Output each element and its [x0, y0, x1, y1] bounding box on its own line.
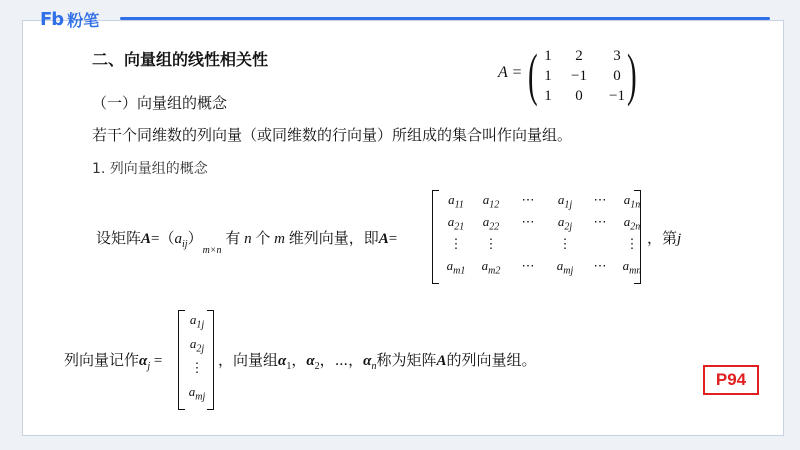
big-matrix-entry: $a_{m2}$ [481, 258, 501, 277]
text-prefix: 设矩阵 [96, 231, 142, 247]
symbol-alphan-sub: n [371, 361, 377, 372]
big-matrix-entry: $a_{2n}$ [623, 214, 641, 233]
big-matrix-entry: ⋯ [593, 214, 607, 229]
text-tail2: 的列向量组。 [446, 353, 537, 369]
symbol-alpha2: α [306, 353, 315, 369]
text-close: ） [187, 231, 203, 247]
symbol-n: n [244, 231, 252, 247]
matrix-a-entry: −1 [571, 68, 587, 84]
matrix-a-entry: 0 [575, 88, 583, 104]
big-matrix-grid [440, 192, 648, 280]
symbol-alpha1-sub: 1 [286, 361, 292, 372]
brand-mark: Fb [40, 9, 64, 30]
definition-text: 若干个同维数的列向量（或同维数的行向量）所组成的集合叫作向量组。 [92, 126, 573, 144]
text-vector-prefix: 列向量记作 [64, 353, 140, 369]
big-matrix-entry: $a_{m1}$ [446, 258, 466, 277]
column-vector-grid [184, 312, 210, 408]
symbol-alpha: α [139, 353, 148, 369]
big-matrix-entry: $a_{11}$ [448, 192, 464, 211]
text-eq2: = [388, 231, 398, 247]
vector-group-text [218, 349, 537, 372]
text-dim: 维列向量，即 [284, 231, 379, 247]
matrix-a-lparen: ( [528, 42, 538, 107]
symbol-alpha-sub: j [147, 361, 151, 372]
matrix-a-entry: 1 [544, 68, 552, 84]
matrix-a-entry: −1 [609, 88, 625, 104]
big-matrix-entry: ⋮ [625, 236, 639, 251]
symbol-alpha2-sub: 2 [314, 361, 320, 372]
big-matrix-entry: $a_{1n}$ [623, 192, 641, 211]
big-matrix-entry: ⋮ [484, 236, 498, 251]
big-matrix-entry [510, 236, 546, 258]
big-matrix-entry: ⋯ [521, 192, 535, 207]
symbol-aij: a [174, 231, 182, 247]
symbol-a: A [141, 231, 152, 247]
big-matrix-entry: $a_{mn}$ [622, 258, 642, 277]
dims-sub: m×n [202, 245, 222, 256]
text-mid: ，向量组 [218, 353, 279, 369]
subheading: （一）向量组的概念 [92, 94, 228, 112]
symbol-alphan: α [363, 353, 372, 369]
top-bar [0, 0, 800, 38]
big-matrix-entry: ⋯ [521, 258, 535, 273]
matrix-a-grid [536, 42, 637, 108]
column-vector-entry: $a_{mj}$ [188, 384, 206, 403]
matrix-line-suffix [647, 227, 681, 248]
vector-label [64, 349, 162, 372]
text-ge: 个 [251, 231, 275, 247]
matrix-a-entry: 1 [544, 48, 552, 64]
symbol-aij-sub: ij [182, 239, 188, 250]
big-matrix-entry: ⋯ [521, 214, 535, 229]
text-dots: ，⋯， [319, 353, 364, 369]
matrix-a-entry: 0 [613, 68, 621, 84]
symbol-a3: A [436, 353, 447, 369]
symbol-m: m [274, 231, 285, 247]
header-rule [120, 17, 770, 20]
symbol-alpha1: α [278, 353, 287, 369]
symbol-j: j [677, 231, 682, 247]
big-matrix-entry [584, 236, 616, 258]
text-suffix: ，第 [647, 231, 678, 247]
column-vector-entry: $a_{2j}$ [189, 336, 205, 355]
big-matrix-entry: $a_{mj}$ [556, 258, 574, 277]
big-matrix-entry: $a_{1j}$ [557, 192, 573, 211]
page-stamp: P94 [703, 365, 759, 395]
big-matrix-entry: ⋯ [593, 258, 607, 273]
symbol-a2: A [378, 231, 389, 247]
text-comma1: ， [291, 353, 307, 369]
text-vector-eq: = [150, 353, 163, 369]
text-eq: =（ [151, 231, 175, 247]
brand-logo [40, 8, 99, 31]
big-matrix-lbracket [432, 190, 439, 284]
matrix-a-entry: 1 [544, 88, 552, 104]
big-matrix-entry: ⋮ [449, 236, 463, 251]
big-matrix-entry: $a_{21}$ [447, 214, 465, 233]
text-tail1: 称为矩阵 [376, 353, 437, 369]
matrix-a-entry: 3 [613, 48, 621, 64]
big-matrix-entry: $a_{2j}$ [557, 214, 573, 233]
column-vector-entry: ⋮ [190, 360, 204, 375]
section-1-heading: 1. 列向量组的概念 [92, 161, 208, 177]
text-has: 有 [221, 231, 245, 247]
big-matrix-entry: ⋯ [593, 192, 607, 207]
column-vector-entry: $a_{1j}$ [189, 312, 205, 331]
brand-name: 粉笔 [67, 11, 100, 30]
matrix-a-rparen: ) [627, 42, 637, 107]
matrix-a-entry: 2 [575, 48, 583, 64]
matrix-a-label: A = [498, 64, 523, 81]
big-matrix-entry: ⋮ [558, 236, 572, 251]
big-matrix-entry: $a_{12}$ [482, 192, 500, 211]
section-title: 二、向量组的线性相关性 [92, 50, 269, 69]
big-matrix-entry: $a_{22}$ [482, 214, 500, 233]
